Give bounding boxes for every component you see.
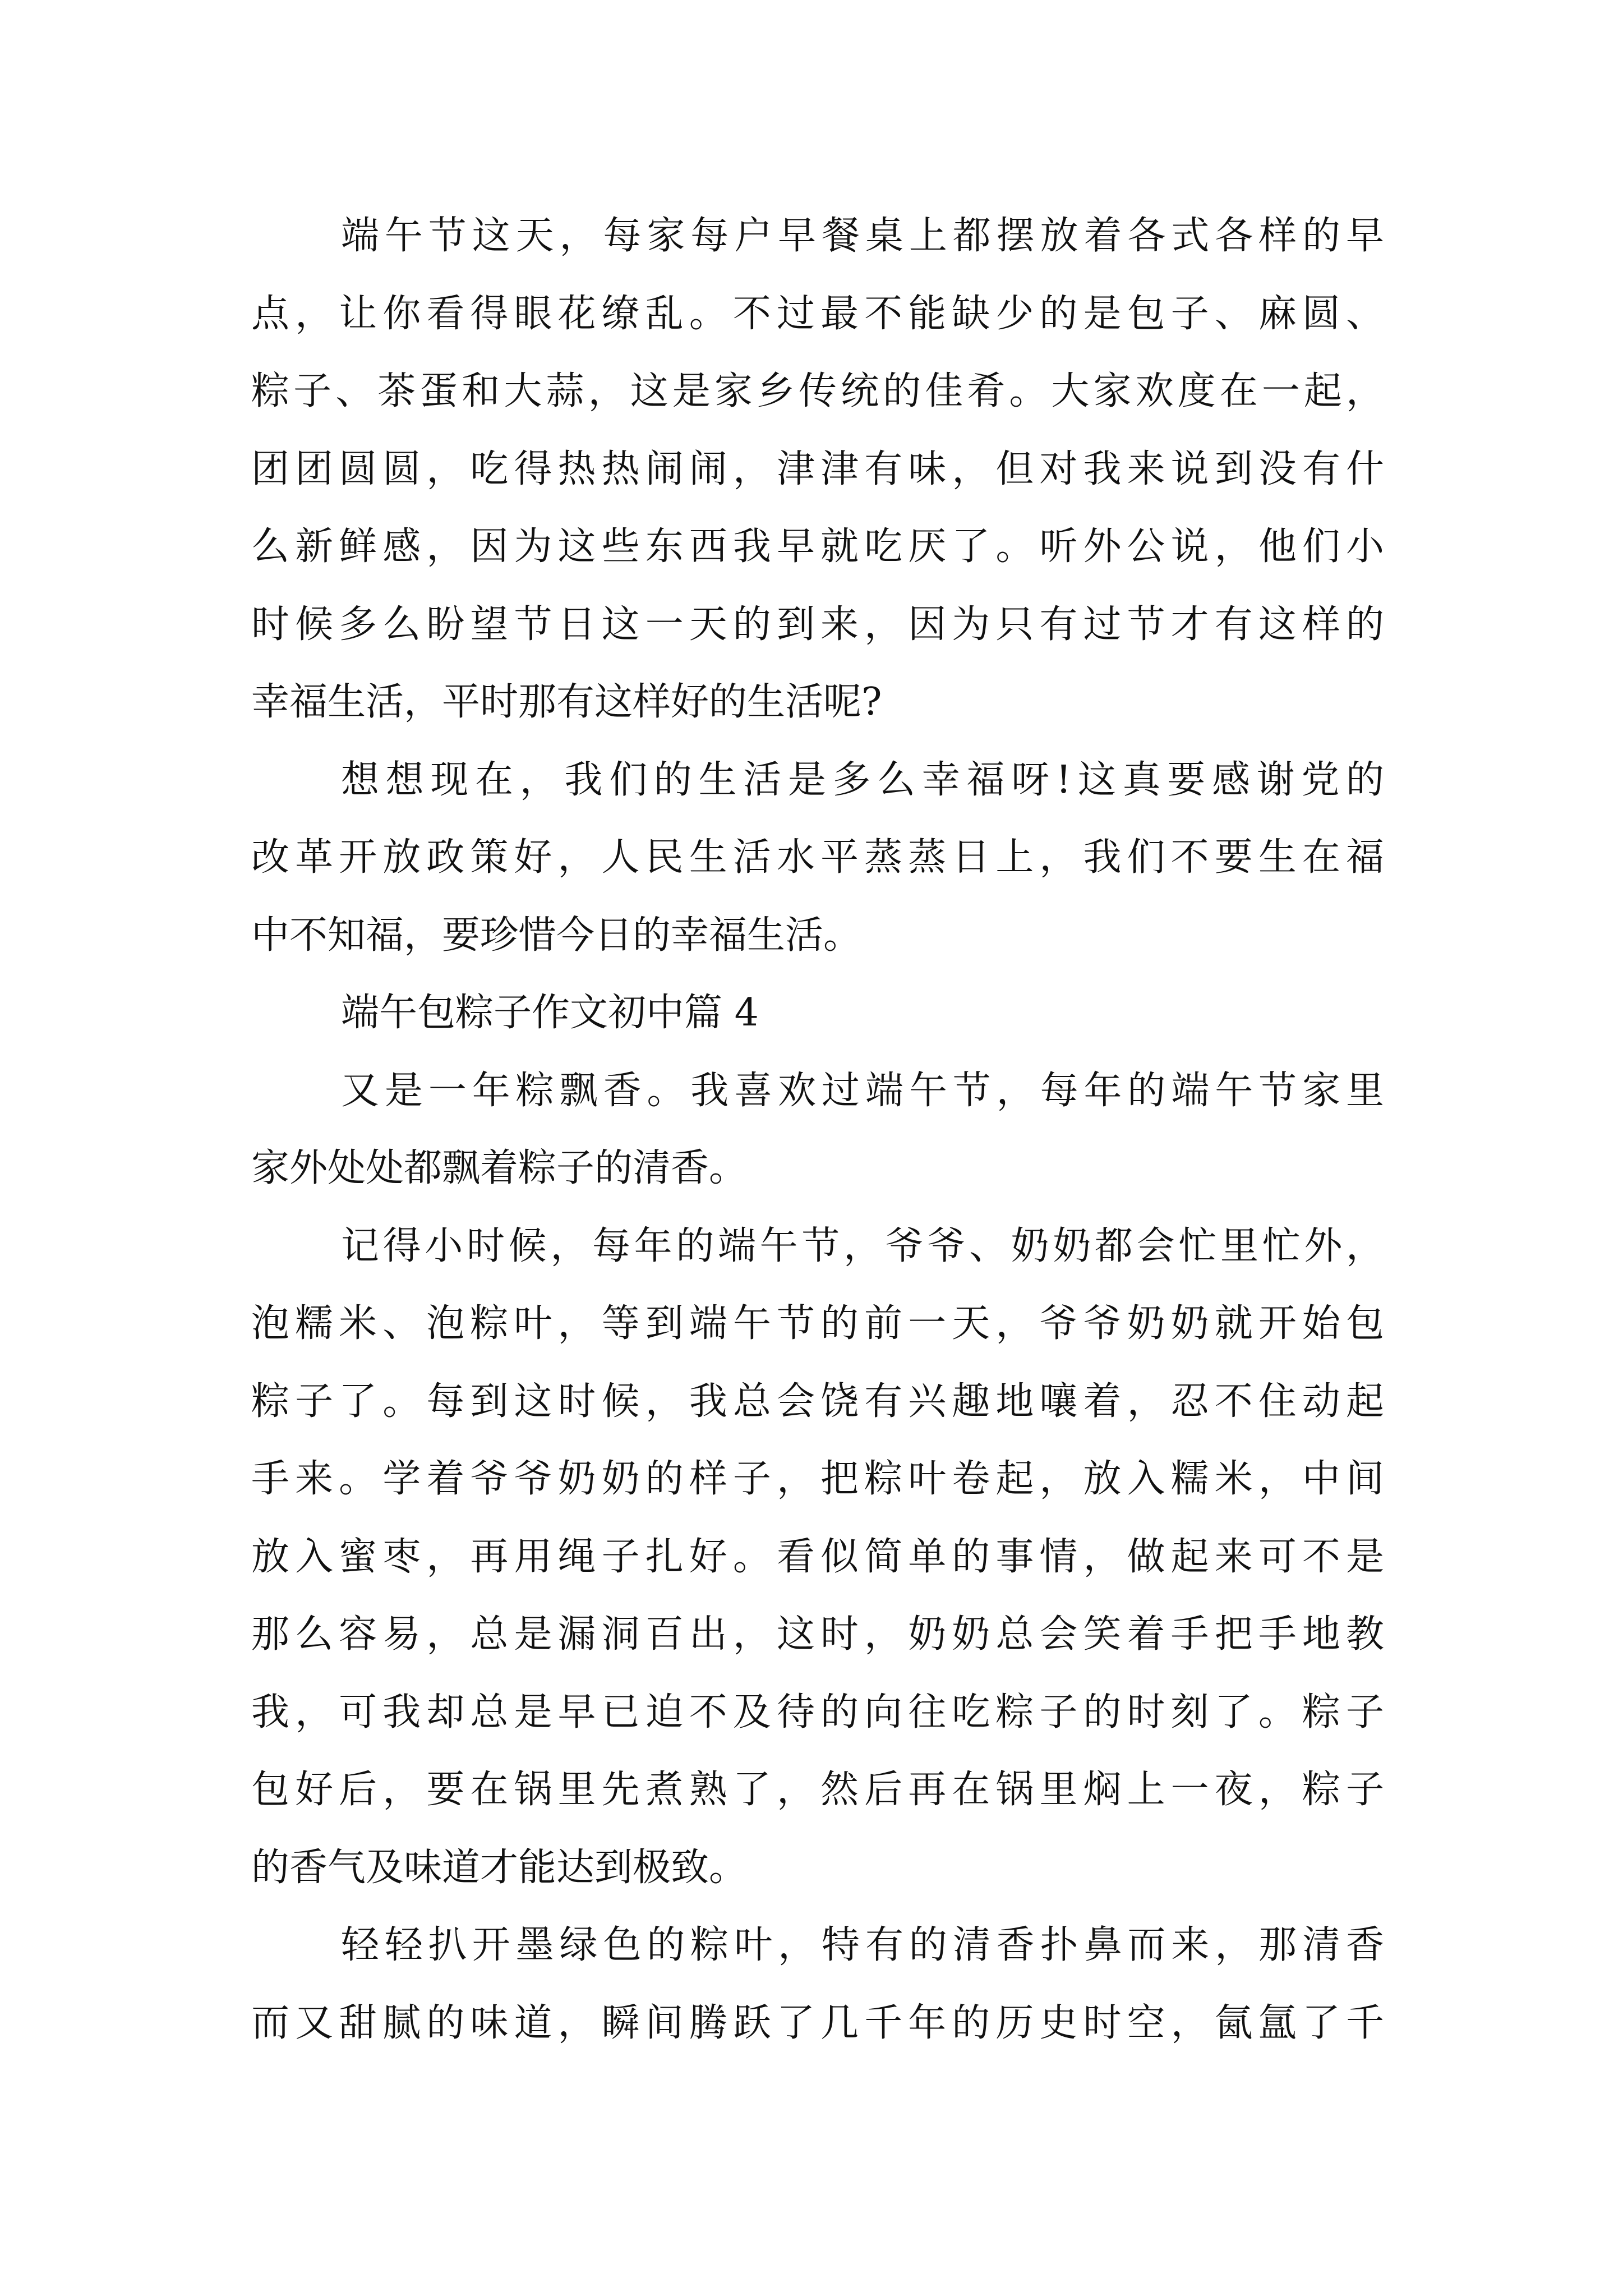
document-body bbox=[251, 197, 1384, 2062]
text-line: 而又甜腻的味道，瞬间腾跃了几千年的历史时空，氤氲了千 bbox=[251, 2000, 1384, 2045]
text-line: 端午包粽子作文初中篇 4 bbox=[341, 991, 759, 1035]
text-line: 幸福生活，平时那有这样好的生活呢? bbox=[251, 680, 882, 724]
text-line: 粽子了。每到这时候，我总会饶有兴趣地嚷着，忍不住动起 bbox=[251, 1379, 1384, 1424]
text-line: 的香气及味道才能达到极致。 bbox=[251, 1845, 748, 1890]
text-line: 那么容易，总是漏洞百出，这时，奶奶总会笑着手把手地教 bbox=[251, 1612, 1384, 1657]
text-line: 团团圆圆，吃得热热闹闹，津津有味，但对我来说到没有什 bbox=[251, 447, 1384, 491]
text-line: 我，可我却总是早已迫不及待的向往吃粽子的时刻了。粽子 bbox=[251, 1690, 1384, 1734]
text-line: 点，让你看得眼花缭乱。不过最不能缺少的是包子、麻圆、 bbox=[251, 291, 1384, 336]
text-line: 想想现在，我们的生活是多么幸福呀!这真要感谢党的 bbox=[341, 757, 1384, 802]
text-line: 手来。学着爷爷奶奶的样子，把粽叶卷起，放入糯米，中间 bbox=[251, 1457, 1384, 1501]
text-line: 家外处处都飘着粽子的清香。 bbox=[251, 1146, 748, 1190]
text-line: 轻轻扒开墨绿色的粽叶，特有的清香扑鼻而来，那清香 bbox=[341, 1923, 1384, 1967]
text-line: 包好后，要在锅里先煮熟了，然后再在锅里焖上一夜，粽子 bbox=[251, 1768, 1384, 1812]
text-line: 中不知福，要珍惜今日的幸福生活。 bbox=[251, 913, 862, 958]
text-line: 端午节这天，每家每户早餐桌上都摆放着各式各样的早 bbox=[341, 214, 1384, 258]
text-line: 时候多么盼望节日这一天的到来，因为只有过节才有这样的 bbox=[251, 602, 1384, 647]
text-line: 泡糯米、泡粽叶，等到端午节的前一天，爷爷奶奶就开始包 bbox=[251, 1301, 1384, 1346]
text-line: 放入蜜枣，再用绳子扎好。看似简单的事情，做起来可不是 bbox=[251, 1534, 1384, 1579]
text-line: 粽子、茶蛋和大蒜，这是家乡传统的佳肴。大家欢度在一起， bbox=[251, 369, 1384, 413]
text-line: 又是一年粽飘香。我喜欢过端午节，每年的端午节家里 bbox=[341, 1068, 1384, 1113]
text-line: 改革开放政策好，人民生活水平蒸蒸日上，我们不要生在福 bbox=[251, 835, 1384, 880]
text-line: 记得小时候，每年的端午节，爷爷、奶奶都会忙里忙外， bbox=[341, 1223, 1384, 1268]
text-line: 么新鲜感，因为这些东西我早就吃厌了。听外公说，他们小 bbox=[251, 524, 1384, 569]
